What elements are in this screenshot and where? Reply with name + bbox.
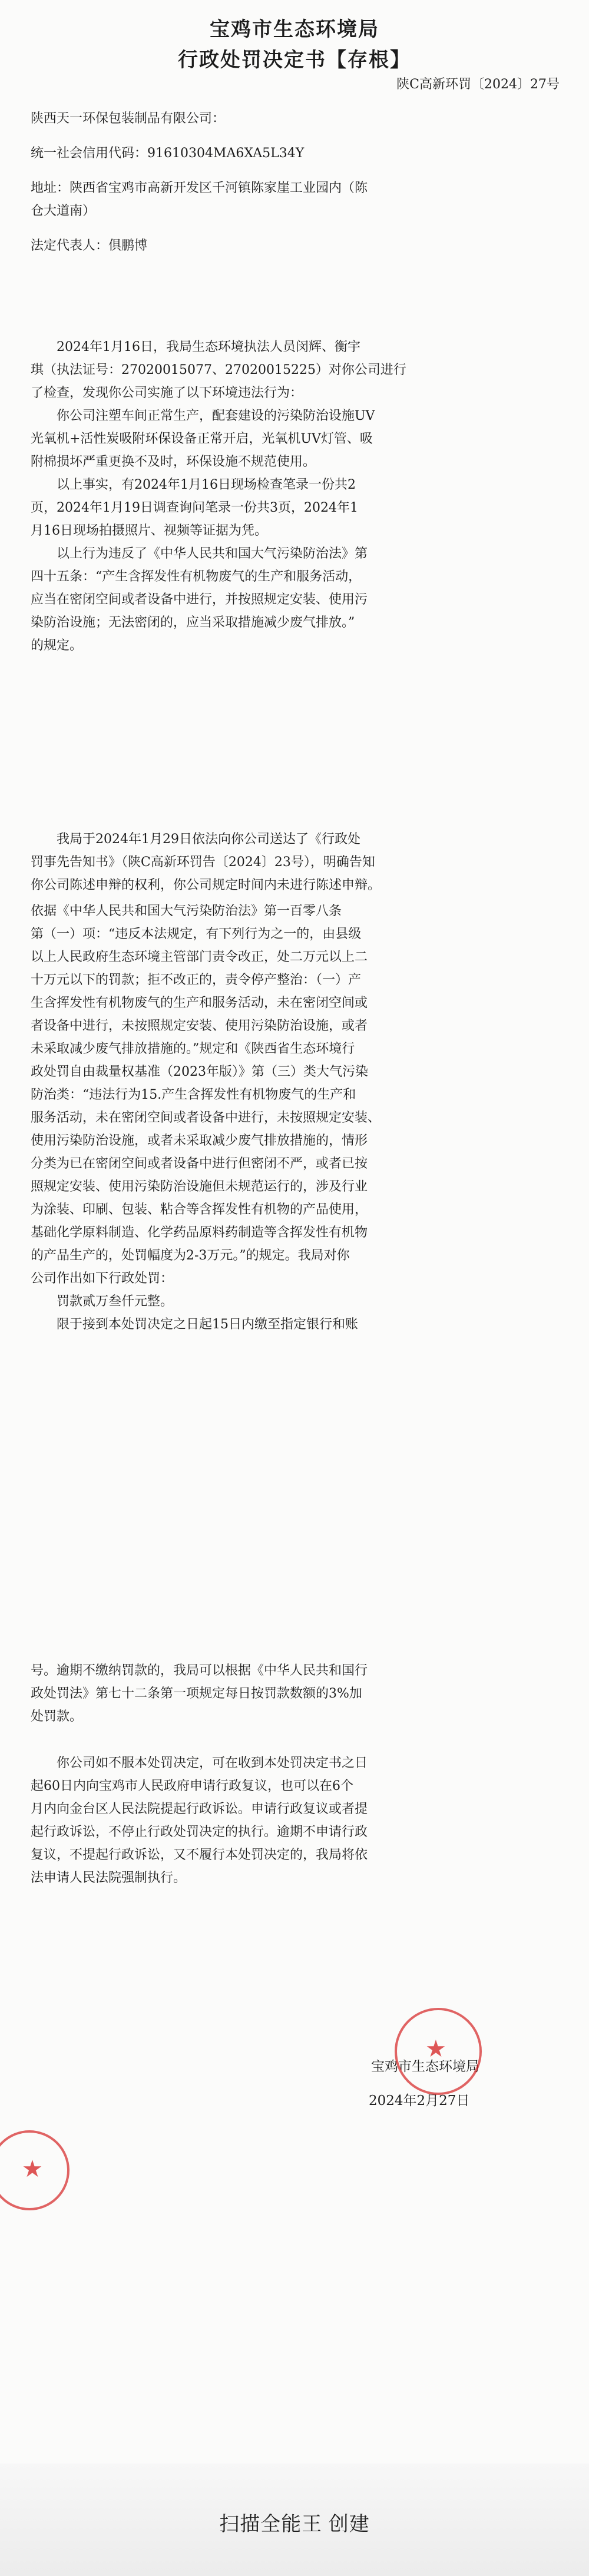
basis-line: 十万元以下的罚款；拒不改正的，责令停产整治：（一）产 <box>31 973 362 987</box>
hearing-line: 你公司陈述申辩的权利，你公司规定时间内未进行陈述申辩。 <box>31 878 381 893</box>
basis-line: 生含挥发性有机物废气的生产和服务活动，未在密闭空间或 <box>31 996 368 1010</box>
facts-line: 2024年1月16日，我局生态环境执法人员闵辉、衡宇 <box>57 340 360 354</box>
basis-line: 公司作出如下行政处罚： <box>31 1271 174 1286</box>
hearing-section <box>31 828 549 897</box>
basis-line: 服务活动，未在密闭空间或者设备中进行，未按照规定安装、 <box>31 1110 381 1125</box>
facts-section <box>31 336 549 657</box>
facts-line: 光氧机+活性炭吸附环保设备正常开启，光氧机UV灯管、吸 <box>31 432 373 446</box>
official-seal-icon <box>0 2130 70 2210</box>
address-line-2: 仓大道南） <box>31 204 96 218</box>
appeal-line: 法申请人民法院强制执行。 <box>31 1871 187 1885</box>
appeal-line: 起60日内向宝鸡市人民政府申请行政复议，也可以在6个 <box>31 1779 353 1793</box>
facts-line: 页，2024年1月19日调查询问笔录一份共3页，2024年1 <box>31 500 358 515</box>
signing-agency: 宝鸡市生态环境局 <box>371 2059 479 2074</box>
facts-line: 以上行为违反了《中华人民共和国大气污染防治法》第 <box>57 546 368 561</box>
basis-line: 第（一）项：“违反本法规定，有下列行为之一的，由县级 <box>31 927 362 941</box>
party-info <box>31 107 549 257</box>
star-icon: ★ <box>425 2035 446 2063</box>
appeal-section <box>31 1752 549 1889</box>
payment-line: 处罚款。 <box>31 1709 83 1724</box>
facts-line: 以上事实，有2024年1月16日现场检查笔录一份共2 <box>57 478 356 492</box>
company-name: 陕西天一环保包装制品有限公司： <box>31 111 226 126</box>
basis-line: 使用污染防治设施，或者未采取减少废气排放措施的，情形 <box>31 1133 368 1148</box>
document-title-line1: 宝鸡市生态环境局 <box>210 18 379 41</box>
basis-line: 为涂装、印刷、包装、粘合等含挥发性有机物的产品使用， <box>31 1202 368 1217</box>
scanner-footer <box>0 2464 589 2576</box>
document-title-line2: 行政处罚决定书【存根】 <box>178 48 411 72</box>
facts-line: 你公司注塑车间正常生产，配套建设的污染防治设施UV <box>57 409 375 423</box>
facts-line: 月16日现场拍摄照片、视频等证据为凭。 <box>31 523 267 538</box>
basis-line: 政处罚自由裁量权基准（2023年版）》第（三）类大气污染 <box>31 1065 368 1079</box>
basis-line: 的产品生产的，处罚幅度为2-3万元。”的规定。我局对你 <box>31 1248 350 1263</box>
appeal-line: 起行政诉讼，不停止行政处罚决定的执行。逾期不申请行政 <box>31 1825 368 1839</box>
facts-line: 的规定。 <box>31 638 83 653</box>
basis-line: 依据《中华人民共和国大气污染防治法》第一百零八条 <box>31 904 342 919</box>
address-line-1: 地址：陕西省宝鸡市高新开发区千河镇陈家崖工业园内（陈 <box>31 181 368 195</box>
basis-line: 以上人民政府生态环境主管部门责令改正，处二万元以上二 <box>31 950 368 964</box>
basis-line: 者设备中进行，未按照规定安装、使用污染防治设施，或者 <box>31 1019 368 1033</box>
payment-deadline: 限于接到本处罚决定之日起15日内缴至指定银行和账 <box>57 1317 358 1332</box>
appeal-line: 复议，不提起行政诉讼，又不履行本处罚决定的，我局将依 <box>31 1848 368 1862</box>
basis-line: 照规定安装、使用污染防治设施但未规范运行的，涉及行业 <box>31 1179 368 1194</box>
appeal-line: 月内向金台区人民法院提起行政诉讼。申请行政复议或者提 <box>31 1802 368 1816</box>
penalty-amount: 罚款贰万叁仟元整。 <box>57 1294 174 1309</box>
hearing-line: 我局于2024年1月29日依法向你公司送达了《行政处 <box>57 832 360 847</box>
basis-line: 未采取减少废气排放措施的。”规定和《陕西省生态环境行 <box>31 1042 355 1056</box>
legal-representative: 法定代表人：俱鹏博 <box>31 238 148 253</box>
facts-line: 染防治设施；无法密闭的，应当采取措施减少废气排放。” <box>31 615 355 630</box>
basis-line: 分类为已在密闭空间或者设备中进行但密闭不严，或者已按 <box>31 1156 368 1171</box>
facts-line: 附棉损坏严重更换不及时，环保设施不规范使用。 <box>31 455 316 469</box>
hearing-line: 罚事先告知书》（陕C高新环罚告〔2024〕23号），明确告知 <box>31 855 375 870</box>
payment-section <box>31 1659 549 1728</box>
basis-line: 基础化学原料制造、化学药品原料药制造等含挥发性有机物 <box>31 1225 368 1240</box>
payment-line: 号。逾期不缴纳罚款的，我局可以根据《中华人民共和国行 <box>31 1663 368 1678</box>
facts-line: 应当在密闭空间或者设备中进行，并按照规定安装、使用污 <box>31 592 368 607</box>
facts-line: 了检查，发现你公司实施了以下环境违法行为： <box>31 386 303 400</box>
facts-line: 琪（执法证号：27020015077、27020015225）对你公司进行 <box>31 363 406 377</box>
basis-line: 防治类：“违法行为15.产生含挥发性有机物废气的生产和 <box>31 1088 356 1102</box>
credit-code: 统一社会信用代码：91610304MA6XA5L34Y <box>31 146 305 161</box>
star-icon: ★ <box>22 2156 43 2183</box>
signing-date: 2024年2月27日 <box>369 2093 470 2108</box>
document-number: 陕C高新环罚〔2024〕27号 <box>396 77 560 92</box>
facts-line: 四十五条：“产生含挥发性有机物废气的生产和服务活动， <box>31 569 362 584</box>
app-credit: 扫描全能王 创建 <box>219 2513 370 2535</box>
payment-line: 政处罚法》第七十二条第一项规定每日按罚款数额的3%加 <box>31 1686 362 1701</box>
appeal-line: 你公司如不服本处罚决定，可在收到本处罚决定书之日 <box>57 1756 368 1771</box>
official-seal-icon <box>395 2008 482 2095</box>
legal-basis-section <box>31 900 549 1336</box>
